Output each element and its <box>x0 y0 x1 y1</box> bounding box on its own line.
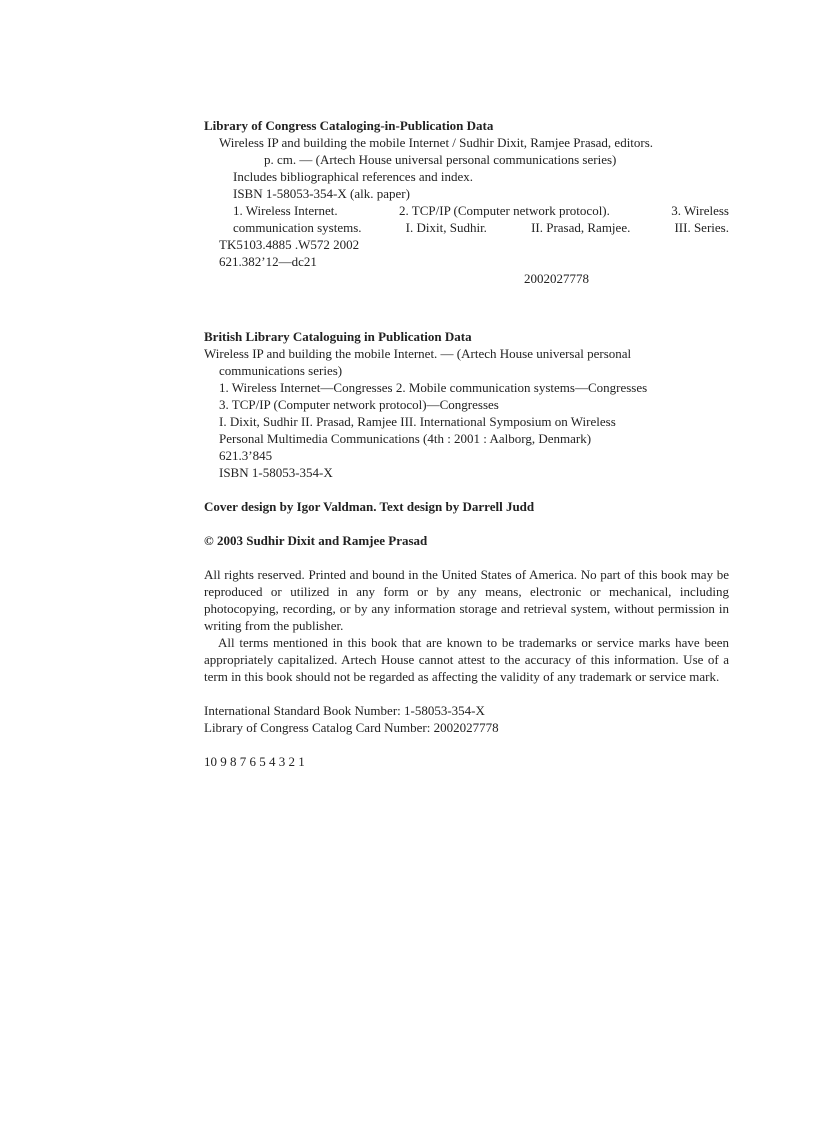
bl-line: Wireless IP and building the mobile Internet. — (Artech House universal personal <box>204 346 632 361</box>
bl-line: 3. TCP/IP (Computer network protocol)—Congresses <box>219 397 499 412</box>
spacer <box>204 549 729 566</box>
design-credits: Cover design by Igor Valdman. Text design by Darrell Judd <box>204 499 535 514</box>
loc-title-line: Wireless IP and building the mobile Internet / Sudhir Dixit, Ramjee Prasad, editors. <box>219 135 654 150</box>
loc-subject: III. Series. <box>674 220 729 235</box>
rights-paragraph: All rights reserved. Printed and bound in the United States of America. No part of this book may be reproduced or utilized in any form or by any means, electronic or mechanical, including photocopying, recording, or by any information storage and retrieval system, without permission in writing from the publisher. <box>204 567 729 633</box>
loc-cip-heading: Library of Congress Cataloging-in-Publication Data <box>204 118 494 133</box>
bl-cip-heading: British Library Cataloguing in Publication Data <box>204 329 472 344</box>
loc-subjects-line-1 <box>204 202 729 219</box>
trademarks-paragraph: All terms mentioned in this book that are known to be trademarks or service marks have been appropriately capitalized. Artech House cannot attest to the accuracy of this information. Use of a term in this book should not be regarded as affecting the validity of any trademark or service mark. <box>204 635 729 684</box>
bl-line: 621.3’845 <box>219 448 273 463</box>
bl-line: communications series) <box>219 363 343 378</box>
spacer <box>204 685 729 702</box>
loc-subject: 3. Wireless <box>671 203 729 218</box>
copyright-page <box>204 117 729 770</box>
loc-subject: 2. TCP/IP (Computer network protocol). <box>399 203 610 218</box>
lccn-line: Library of Congress Catalog Card Number: 2002027778 <box>204 720 499 735</box>
spacer <box>204 481 729 498</box>
bl-line: I. Dixit, Sudhir II. Prasad, Ramjee III. International Symposium on Wireless <box>219 414 616 429</box>
printing-line: 10 9 8 7 6 5 4 3 2 1 <box>204 754 305 769</box>
spacer <box>204 287 729 328</box>
rights-block <box>204 566 729 685</box>
bl-line: Personal Multimedia Communications (4th : 2001 : Aalborg, Denmark) <box>219 431 592 446</box>
bl-line: ISBN 1-58053-354-X <box>219 465 333 480</box>
spacer <box>204 736 729 753</box>
loc-subject: I. Dixit, Sudhir. <box>405 220 487 235</box>
loc-dewey: 621.382’12—dc21 <box>219 254 317 269</box>
loc-subjects-line-2 <box>204 219 729 236</box>
loc-series-line: p. cm. — (Artech House universal personal communications series) <box>264 152 617 167</box>
isbn-line: International Standard Book Number: 1-58053-354-X <box>204 703 485 718</box>
copyright-notice: © 2003 Sudhir Dixit and Ramjee Prasad <box>204 533 428 548</box>
loc-lccn: 2002027778 <box>524 271 589 286</box>
loc-subject: 1. Wireless Internet. <box>233 203 338 218</box>
spacer <box>204 515 729 532</box>
loc-includes-line: Includes bibliographical references and index. <box>233 169 474 184</box>
loc-cip-block <box>204 117 729 287</box>
loc-subject: communication systems. <box>233 220 362 235</box>
bl-cip-block <box>204 328 729 481</box>
bl-line: 1. Wireless Internet—Congresses 2. Mobile communication systems—Congresses <box>219 380 648 395</box>
loc-isbn-line: ISBN 1-58053-354-X (alk. paper) <box>233 186 410 201</box>
loc-call-number: TK5103.4885 .W572 2002 <box>219 237 360 252</box>
loc-subject: II. Prasad, Ramjee. <box>531 220 631 235</box>
